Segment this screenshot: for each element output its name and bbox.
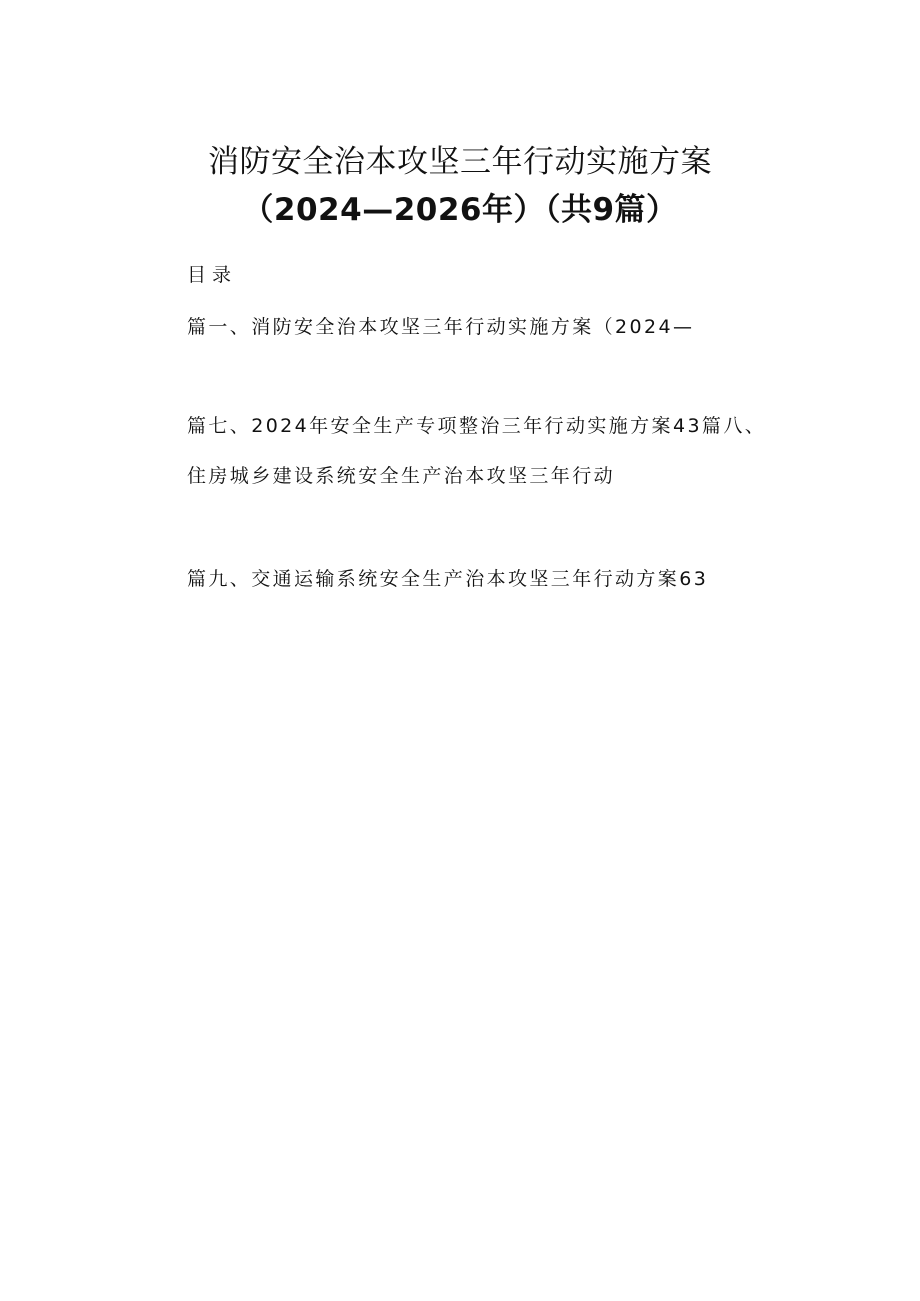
- document-title-line1: 消防安全治本攻坚三年行动实施方案: [208, 144, 712, 180]
- document-title-line2: （2024—2026年）（共9篇）: [242, 192, 678, 228]
- toc-heading: 目录: [187, 264, 238, 286]
- toc-entry[interactable]: 篇九、交通运输系统安全生产治本攻坚三年行动方案63: [187, 568, 709, 590]
- toc-entry[interactable]: 篇七、2024年安全生产专项整治三年行动实施方案43篇八、: [187, 415, 767, 437]
- toc-entry[interactable]: 篇一、消防安全治本攻坚三年行动实施方案（2024—: [187, 316, 695, 338]
- toc-entry[interactable]: 住房城乡建设系统安全生产治本攻坚三年行动: [187, 465, 616, 487]
